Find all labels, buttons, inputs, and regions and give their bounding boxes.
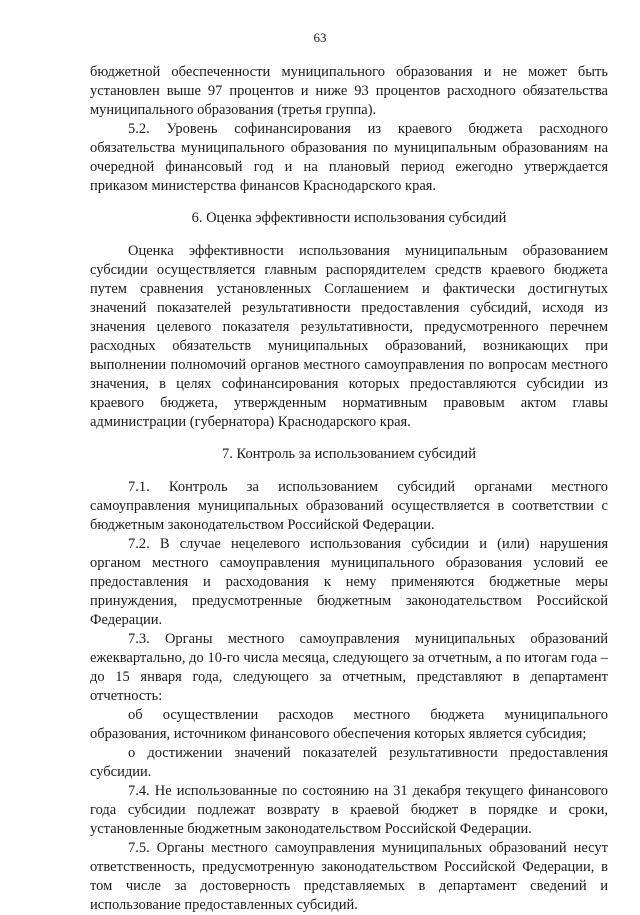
paragraph-7-3: 7.3. Органы местного самоуправления муниципальных образований ежеквартально, до 10-го числа месяца, следующего за отчетным, а по итогам года – до 15 января года, следующего за отчетным, представляют в департамент отчетность: bbox=[90, 631, 608, 704]
paragraph-7-2: 7.2. В случае нецелевого использования субсидии и (или) нарушения органом местного самоуправления муниципального образования условий ее предоставления и расходования к нему применяются бюджетные меры принуждения, предусмотренные бюджетным законодательством Российской Федерации. bbox=[90, 536, 608, 628]
section-6-paragraph: Оценка эффективности использования муниципальным образованием субсидии осуществляется главным распорядителем средств краевого бюджета путем сравнения установленных Соглашением и фактически достигнутых значений показателей результативности предоставления субсидий, исходя из значения целевого показателя результативности, предусмотренного перечнем расходных обязательств муниципальных образований, возникающих при выполнении полномочий органов местного самоуправления по вопросам местного значения, в целях софинансирования которых предоставляются субсидии из краевого бюджета, утвержденным нормативным правовым актом главы администрации (губернатора) Краснодарского края. bbox=[90, 243, 608, 430]
document-body bbox=[90, 63, 608, 915]
paragraph-continuation: бюджетной обеспеченности муниципального образования и не может быть установлен выше 97 процентов и ниже 93 процентов расходного обязательства муниципального образования (третья группа). bbox=[90, 64, 608, 118]
paragraph-7-4: 7.4. Не использованные по состоянию на 31 декабря текущего финансового года субсидии подлежат возврату в краевой бюджет в порядке и сроки, установленные бюджетным законодательством Российской Федерации. bbox=[90, 783, 608, 837]
page-number: 63 bbox=[313, 30, 327, 45]
list-item-indicators: о достижении значений показателей результативности предоставления субсидии. bbox=[90, 745, 608, 780]
paragraph-7-1: 7.1. Контроль за использованием субсидий органами местного самоуправления муниципальных образований осуществляется в соответствии с бюджетным законодательством Российской Федерации. bbox=[90, 479, 608, 533]
paragraph-5-2: 5.2. Уровень софинансирования из краевого бюджета расходного обязательства муниципального образования по муниципальным образованиям на очередной финансовый год и на плановый период ежегодно утверждается приказом министерства финансов Краснодарского края. bbox=[90, 121, 608, 194]
list-item-expenses: об осуществлении расходов местного бюджета муниципального образования, источником финансового обеспечения которых является субсидия; bbox=[90, 707, 608, 742]
section-6-heading: 6. Оценка эффективности использования субсидий bbox=[191, 210, 507, 226]
paragraph-7-5: 7.5. Органы местного самоуправления муниципальных образований несут ответственность, предусмотренную законодательством Российской Федерации, в том числе за достоверность представляемых в департамент сведений и использование предоставленных субсидий. bbox=[90, 840, 608, 913]
section-7-heading: 7. Контроль за использованием субсидий bbox=[222, 446, 476, 462]
